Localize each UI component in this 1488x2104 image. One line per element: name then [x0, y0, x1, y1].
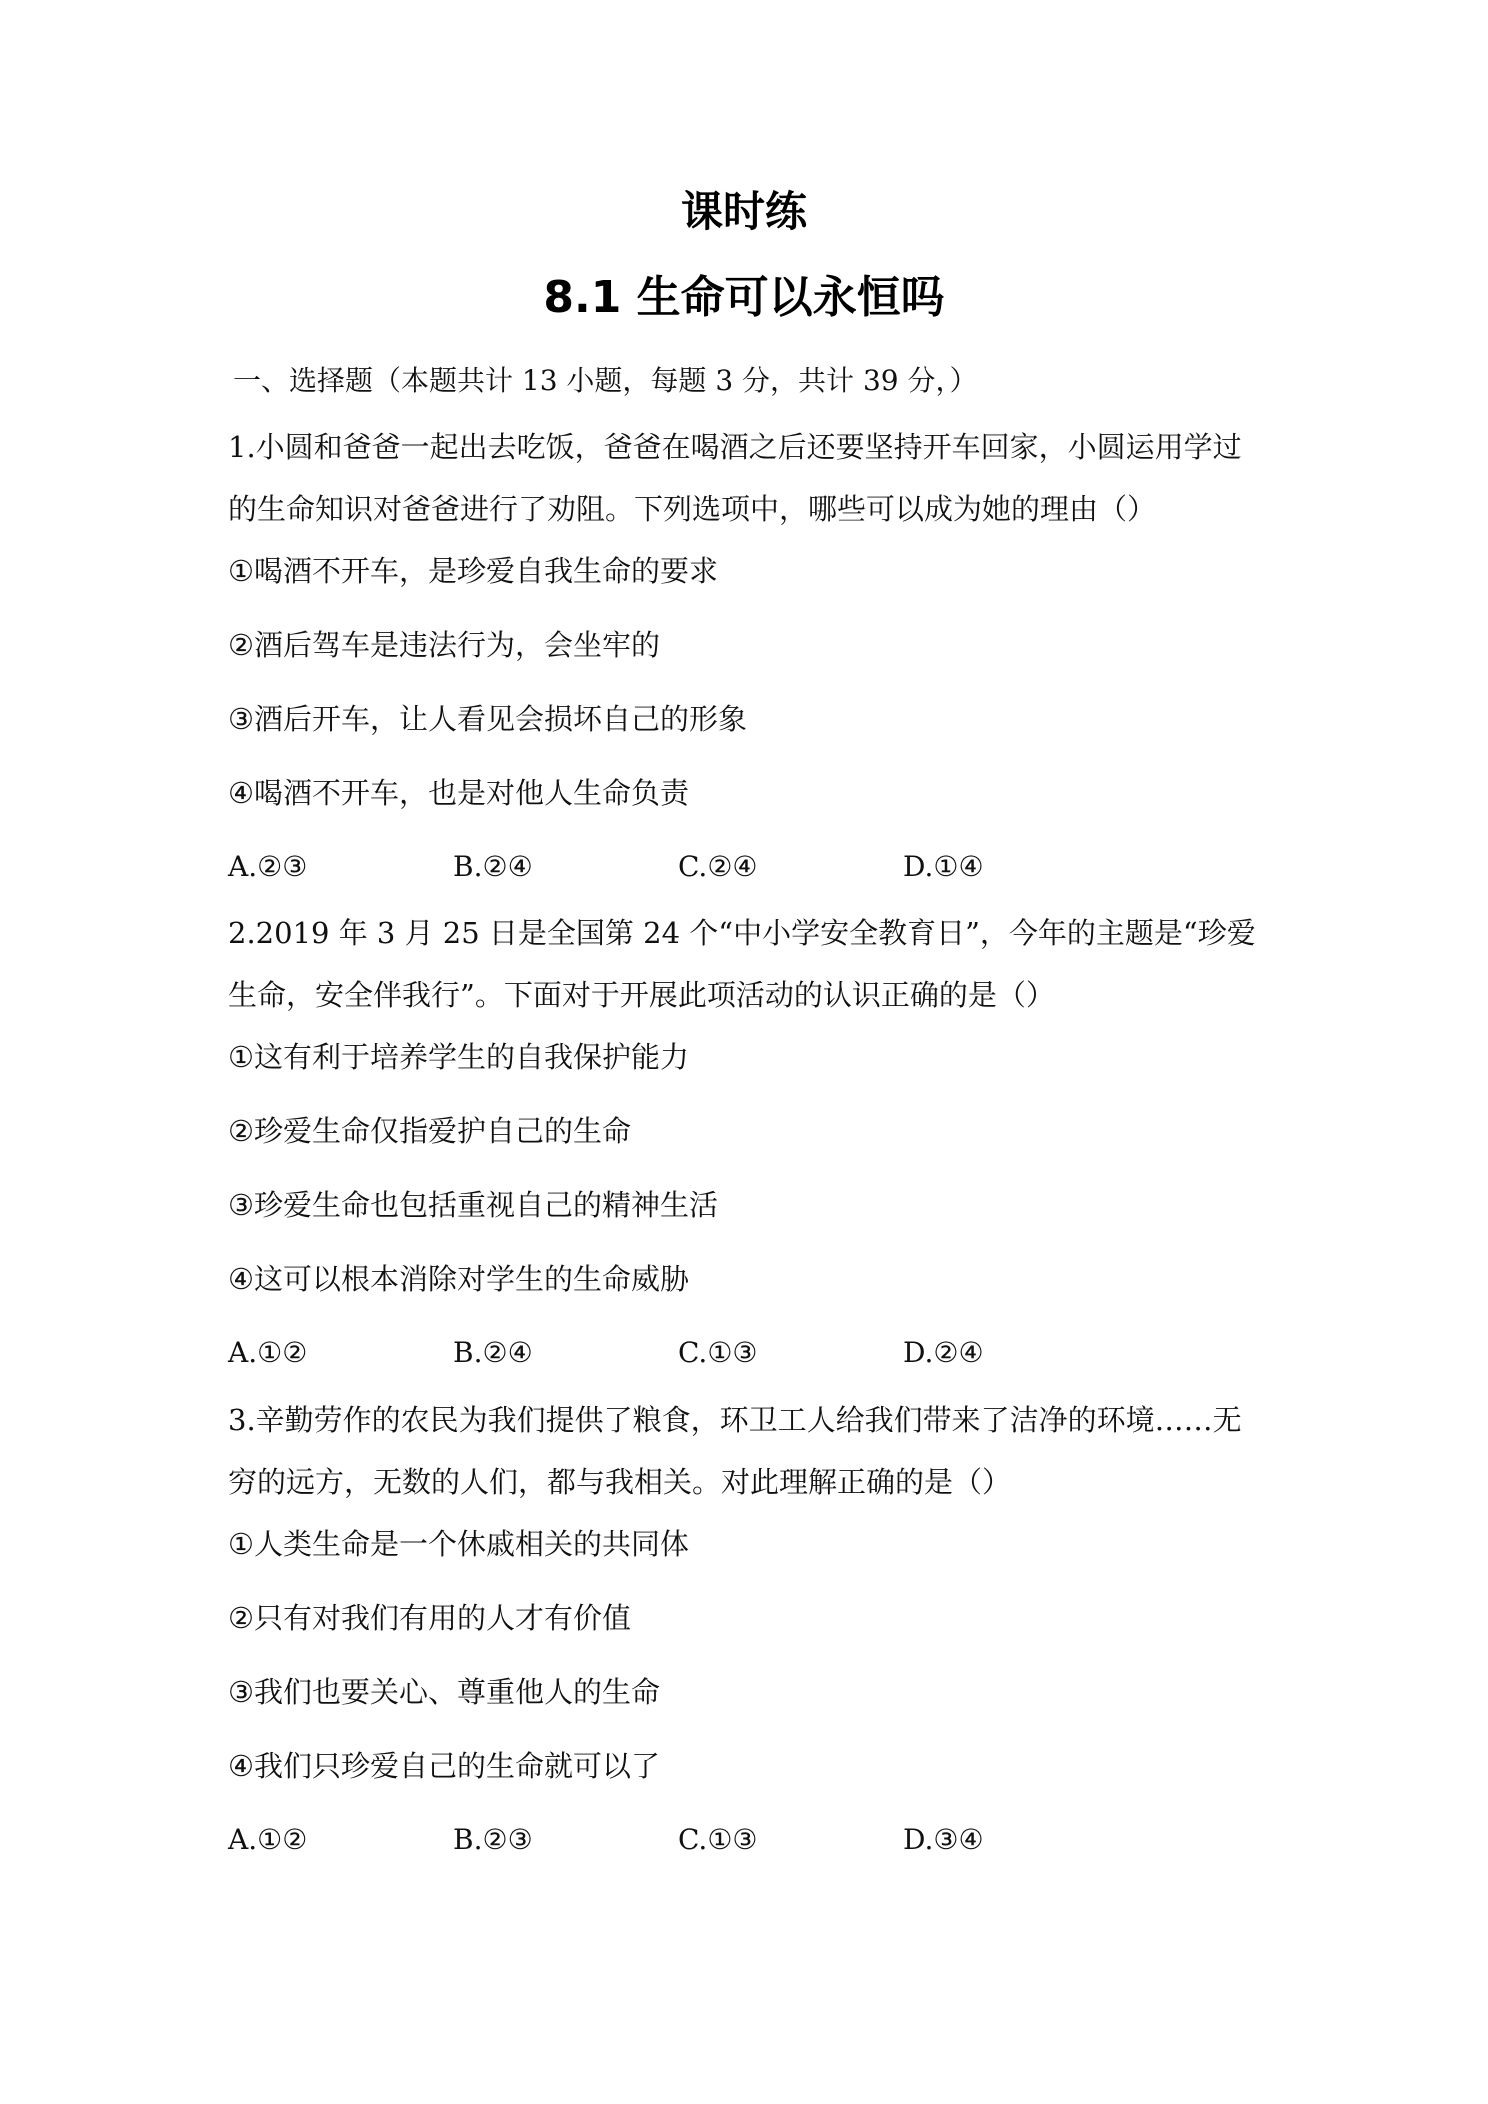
- statement-number: ①: [228, 1040, 254, 1074]
- statement-text: 酒后驾车是违法行为，会坐牢的: [254, 628, 661, 662]
- statement-number: ②: [228, 1601, 254, 1635]
- choice-a: A.②③: [228, 850, 308, 883]
- choice-a: A.①②: [228, 1336, 308, 1369]
- statement-list: [228, 1034, 1268, 1330]
- statement-number: ④: [228, 1749, 254, 1783]
- statement-number: ④: [228, 776, 254, 810]
- statement-text: 酒后开车，让人看见会损坏自己的形象: [254, 702, 748, 736]
- question-stem: 1.小圆和爸爸一起出去吃饭，爸爸在喝酒之后还要坚持开车回家，小圆运用学过的生命知识对爸爸进行了劝阻。下列选项中，哪些可以成为她的理由（）: [228, 430, 1242, 526]
- statement-item: [228, 696, 1268, 770]
- statement-item: [228, 1034, 1268, 1108]
- statement-item: [228, 1743, 1268, 1817]
- statement-text: 人类生命是一个休戚相关的共同体: [254, 1527, 690, 1561]
- statement-text: 珍爱生命也包括重视自己的精神生活: [254, 1188, 719, 1222]
- question-stem: 3.辛勤劳作的农民为我们提供了粮食，环卫工人给我们带来了洁净的环境……无穷的远方，无数的人们，都与我相关。对此理解正确的是（）: [228, 1403, 1242, 1499]
- choice-b: B.②③: [453, 1823, 533, 1856]
- question-2: [228, 902, 1268, 1376]
- statement-text: 喝酒不开车，是珍爱自我生命的要求: [254, 554, 719, 588]
- statement-number: ②: [228, 628, 254, 662]
- statement-item: [228, 1669, 1268, 1743]
- choice-d: D.③④: [903, 1823, 984, 1856]
- lesson-title: 8.1 生命可以永恒吗: [543, 272, 945, 323]
- statement-item: [228, 548, 1268, 622]
- statement-item: [228, 622, 1268, 696]
- statement-number: ①: [228, 1527, 254, 1561]
- statement-item: [228, 1182, 1268, 1256]
- answer-choices: [228, 1817, 1268, 1863]
- choice-b: B.②④: [453, 850, 533, 883]
- statement-number: ②: [228, 1114, 254, 1148]
- statement-text: 我们也要关心、尊重他人的生命: [254, 1675, 661, 1709]
- choice-d: D.②④: [903, 1336, 984, 1369]
- choice-c: C.②④: [678, 850, 758, 883]
- statement-text: 只有对我们有用的人才有价值: [254, 1601, 632, 1635]
- choice-b: B.②④: [453, 1336, 533, 1369]
- statement-item: [228, 1256, 1268, 1330]
- statement-number: ④: [228, 1262, 254, 1296]
- statement-number: ③: [228, 702, 254, 736]
- statement-list: [228, 1521, 1268, 1817]
- answer-choices: [228, 844, 1268, 890]
- question-3: [228, 1389, 1268, 1863]
- choice-c: C.①③: [678, 1336, 758, 1369]
- statement-item: [228, 1595, 1268, 1669]
- choice-d: D.①④: [903, 850, 984, 883]
- page-title: 课时练: [680, 187, 807, 236]
- statement-number: ③: [228, 1188, 254, 1222]
- statement-text: 我们只珍爱自己的生命就可以了: [254, 1749, 661, 1783]
- statement-item: [228, 1108, 1268, 1182]
- statement-text: 喝酒不开车，也是对他人生命负责: [254, 776, 690, 810]
- choice-a: A.①②: [228, 1823, 308, 1856]
- statement-text: 这有利于培养学生的自我保护能力: [254, 1040, 690, 1074]
- section-heading: 一、选择题（本题共计 13 小题，每题 3 分，共计 39 分，）: [233, 364, 978, 397]
- question-stem: 2.2019 年 3 月 25 日是全国第 24 个“中小学安全教育日”，今年的主题是“珍爱生命，安全伴我行”。下面对于开展此项活动的认识正确的是（）: [228, 916, 1256, 1012]
- statement-item: [228, 770, 1268, 844]
- answer-choices: [228, 1330, 1268, 1376]
- question-1: [228, 416, 1268, 890]
- statement-list: [228, 548, 1268, 844]
- statement-item: [228, 1521, 1268, 1595]
- choice-c: C.①③: [678, 1823, 758, 1856]
- statement-text: 珍爱生命仅指爱护自己的生命: [254, 1114, 632, 1148]
- statement-number: ①: [228, 554, 254, 588]
- statement-text: 这可以根本消除对学生的生命威胁: [254, 1262, 690, 1296]
- statement-number: ③: [228, 1675, 254, 1709]
